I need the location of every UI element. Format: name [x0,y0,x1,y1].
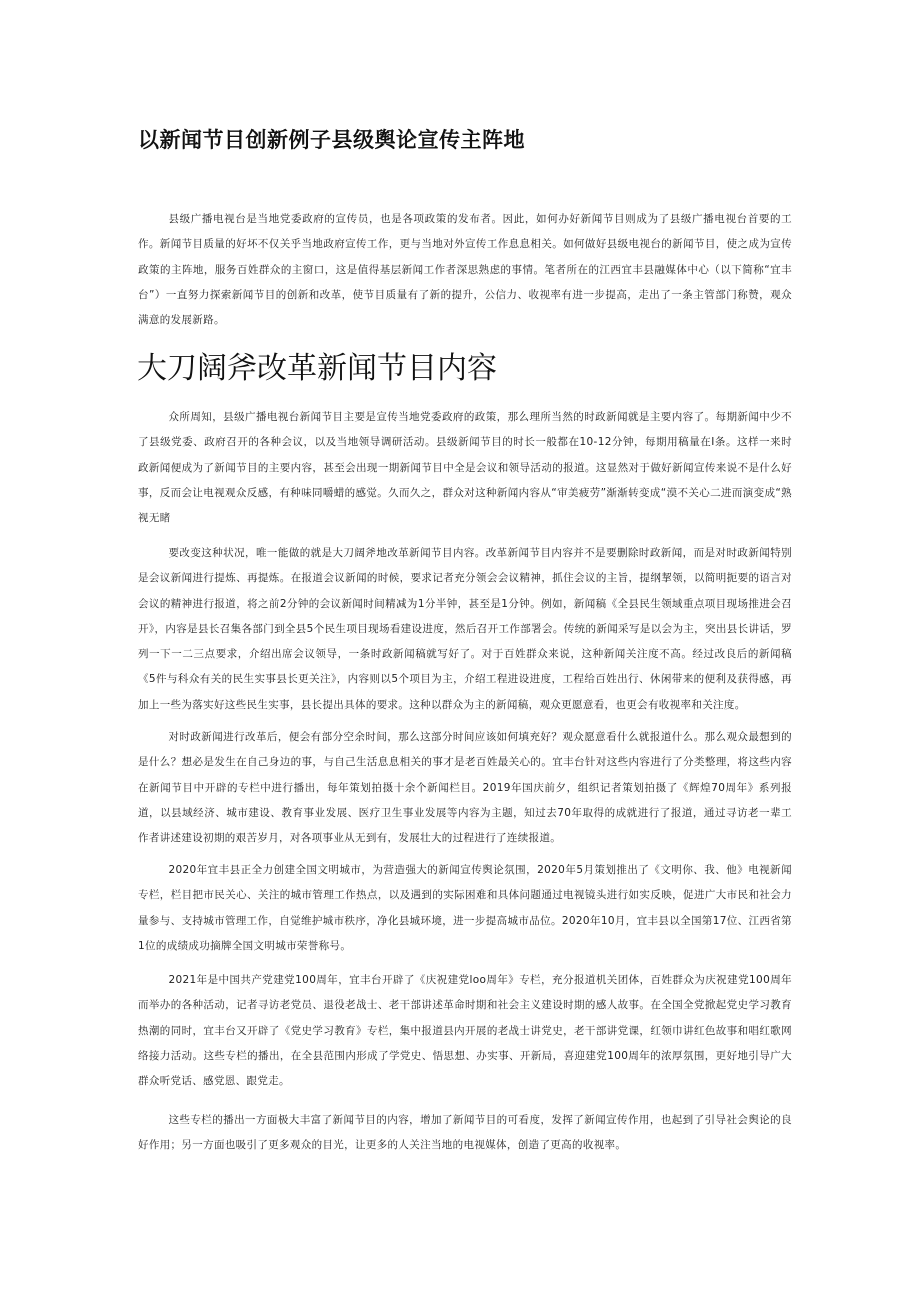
paragraph: 这些专栏的播出一方面极大丰富了新闻节目的内容，增加了新闻节目的可看度，发挥了新闻宣传作用，也起到了引导社会舆论的良好作用；另一方面也吸引了更多观众的目光，让更多的人关注当地的电视媒体，创造了更高的收视率。 [138,1114,792,1152]
paragraph: 众所周知，县级广播电视台新闻节目主要是宣传当地党委政府的政策，那么理所当然的时政新闻就是主要内容了。每期新闻中少不了县级党委、政府召开的各种会议，以及当地领导调研活动。县级新闻节目的时长一般都在10-12分钟，每期用稿量在I条。这样一来时政新闻便成为了新闻节目的主要内容，甚至会出现一期新闻节目中全是会议和领导活动的报道。这显然对于做好新闻宣传来说不是什么好事，反而会让电视观众反感，有种味同嚼蜡的感觉。久而久之，群众对这种新闻内容从“审美疲劳”渐渐转变成“漠不关心二进而演变成“熟视无睹 [138,411,792,525]
paragraph: 要改变这种状况，唯一能做的就是大刀阔斧地改革新闻节目内容。改革新闻节目内容并不是要删除时政新闻，而是对时政新闻特别是会议新闻进行提炼、再提炼。在报道会议新闻的时候，要求记者充分领会会议精神，抓住会议的主旨，提纲挈领，以简明扼要的语言对会议的精神进行报道，将之前2分钟的会议新闻时间精减为1分半钟，甚至是1分钟。例如，新闻稿《全县民生领域重点项目现场推进会召开》，内容是县长召集各部门到全县5个民生项目现场看建设进度，然后召开工作部署会。传统的新闻采写是以会为主，突出县长讲话，罗列一下一二三点要求，介绍出席会议领导，一条时政新闻稿就写好了。对于百姓群众来说，这种新闻关注度不高。经过改良后的新闻稿《5件与科众有关的民生实事县长更关注》，内容则以5个项目为主，介绍工程进设进度，工程给百姓出行、休闲带来的便利及获得感，再加上一些为落实好这些民生实事，县长提出具体的要求。这种以群众为主的新闻稿，观众更愿意看，也更会有收视率和关注度。 [138,547,792,711]
paragraph: 2021年是中国共产党建党100周年，宜丰台开辟了《庆祝建党loo周年》专栏，充分报道机关团体，百姓群众为庆祝建党100周年而举办的各种活动，记者寻访老党员、退役老战士、老干部讲述革命时期和社会主义建设时期的感人故事。在全国全党掀起党史学习教育热潮的同时，宜丰台又开辟了《党史学习教育》专栏，集中报道县内开展的老战士讲党史，老干部讲党课，红领巾讲红色故事和唱红歌网络接力活动。这些专栏的播出，在全县范围内形成了学党史、悟思想、办实事、开新局，喜迎建党100周年的浓厚氛围，更好地引导广大群众听党话、感党恩、跟党走。 [138,974,792,1088]
paragraph: 2020年宜丰县正全力创建全国文明城市，为营造强大的新闻宣传舆论氛围，2020年5月策划推出了《文明你、我、他》电视新闻专栏，栏目把市民关心、关注的城市管理工作热点，以及遇到的实际困难和具体问题通过电视镜头进行如实反映，促进广大市民和社会力量参与、支持城市管理工作，自觉维护城市秩序，净化县城环境，进一步提高城市品位。2020年10月，宜丰县以全国第17位、江西省第1位的成绩成功摘牌全国文明城市荣誉称号。 [138,864,792,952]
paragraph-intro: 县级广播电视台是当地党委政府的宣传员，也是各项政策的发布者。因此，如何办好新闻节目则成为了县级广播电视台首要的工作。新闻节目质量的好坏不仅关乎当地政府宣传工作，更与当地对外宣传工作息息相关。如何做好县级电视台的新闻节目，使之成为宣传政策的主阵地，服务百姓群众的主窗口，这是值得基层新闻工作者深思熟虑的事情。笔者所在的江西宜丰县融媒体中心（以下简称“宜丰台”）一直努力探索新闻节目的创新和改革，使节目质量有了新的提升，公信力、收视率有进一步提高，走出了一条主管部门称赞，观众满意的发展新路。 [138,213,792,327]
paragraph: 对时政新闻进行改革后，便会有部分空余时间，那么这部分时间应该如何填充好？观众愿意看什么就报道什么。那么观众最想到的是什么？想必是发生在自己身边的事，与自己生活息息相关的事才是老百姓最关心的。宜丰台针对这些内容进行了分类整理，将这些内容在新闻节目中开辟的专栏中进行播出，每年策划拍摄十余个新闻栏目。2019年国庆前夕，组织记者策划拍摄了《辉煌70周年》系列报道，以县域经济、城市建设、教育事业发展、医疗卫生事业发展等内容为主题，知过去70年取得的成就进行了报道，通过寻访老一辈工作者讲述建设初期的艰苦岁月，对各项事业从无到有，发展壮大的过程进行了连续报道。 [138,731,792,845]
section-heading: 大刀阔斧改革新闻节目内容 [137,351,497,386]
document-title: 以新闻节目创新例子县级舆论宣传主阵地 [138,128,525,152]
